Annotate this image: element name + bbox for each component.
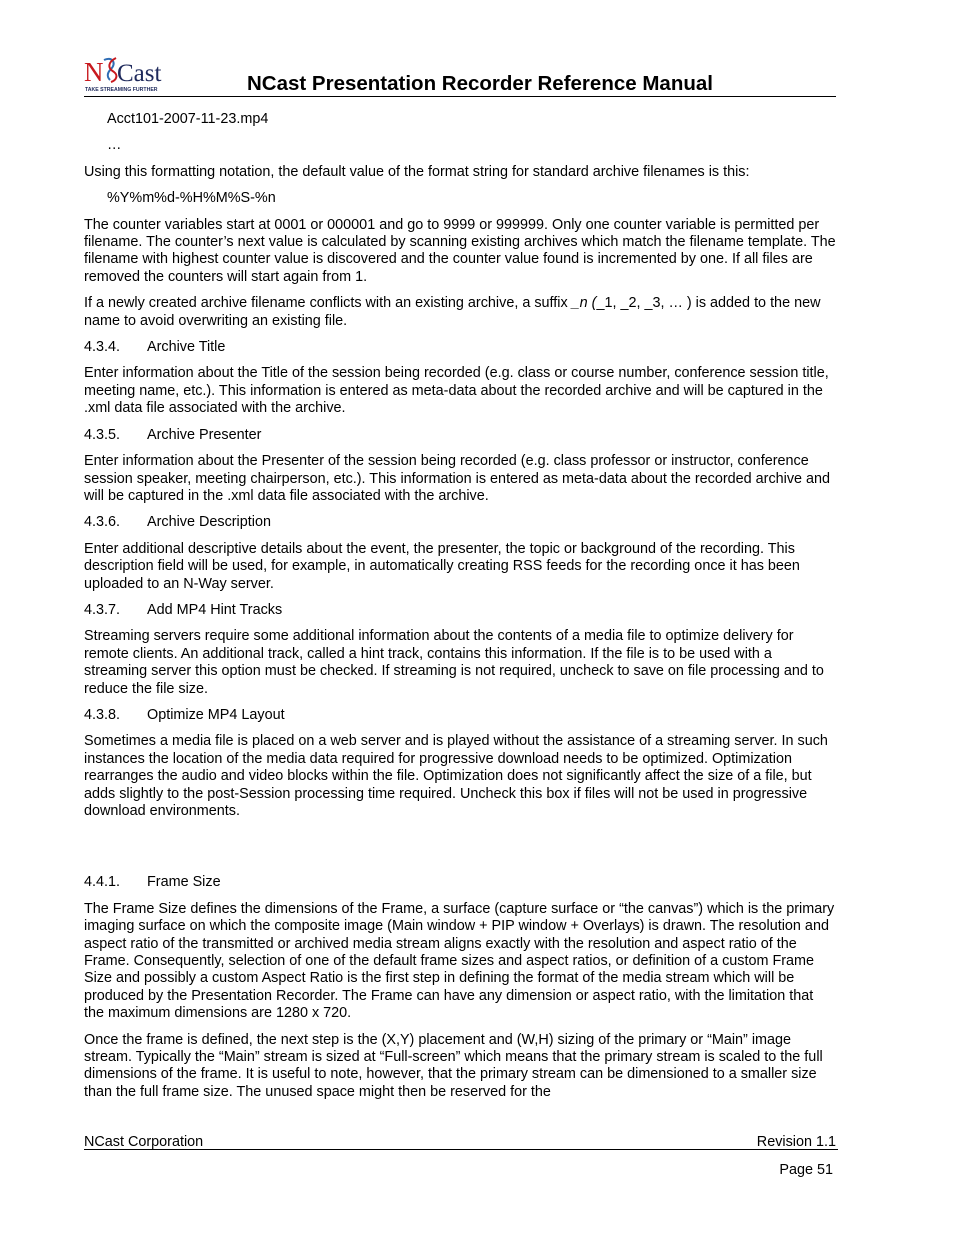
format-string: %Y%m%d-%H%M%S-%n (107, 190, 276, 207)
conflict-suffix: _n ( (571, 295, 597, 312)
section-spacer (84, 829, 836, 874)
section-body-continued: Once the frame is defined, the next step is the (X,Y) placement and (W,H) sizing of the primary or “Main” image stream. Typically the “Main” stream is sized at “Full-screen” which means that the primary stream is scaled to the full dimensions of the frame. It is useful to note, however, that the primary stream can be dimensioned to a smaller size than the full frame size. The unused space might then be reserved for the (84, 1031, 823, 1100)
section-heading (84, 707, 836, 724)
section-heading (84, 514, 836, 531)
section-heading (84, 427, 836, 444)
ncast-logo (84, 54, 176, 94)
section-heading (84, 339, 836, 356)
page-footer (84, 1133, 838, 1150)
section-body: The Frame Size defines the dimensions of the Frame, a surface (capture surface or “the canvas”) which is the primary imaging surface on which the composite image (Main window + PIP window + Overlays) is drawn. The resolution and aspect ratio of the transmitted or archived media stream aligns exactly with the resolution and aspect ratio of the Frame. Consequently, selection of one of the default frame sizes and aspect ratios, or definition of a custom Frame Size and possibly a custom Aspect Ratio is the first step in defining the format of the media stream which will be produced by the Presentation Recorder. The Frame can have any dimension or aspect ratio, with the limitation that the maximum dimensions are 1280 x 720. (84, 900, 835, 1022)
section-title: Add MP4 Hint Tracks (147, 601, 283, 618)
page-header (84, 54, 836, 97)
section-number: 4.3.5. (84, 426, 121, 443)
section-title: Optimize MP4 Layout (147, 706, 285, 723)
page-body (84, 111, 836, 1110)
footer-revision: Revision 1.1 (756, 1134, 836, 1150)
logo-tagline: TAKE STREAMING FURTHER (85, 87, 158, 93)
section-heading (84, 874, 836, 891)
format-intro-paragraph: Using this formatting notation, the default value of the format string for standard archive filenames is this: (84, 163, 750, 180)
section-number: 4.3.6. (84, 514, 121, 531)
conflict-text-a: If a newly created archive filename conflicts with an existing archive, a suffix (84, 295, 572, 312)
section-number: 4.4.1. (84, 874, 121, 891)
section-heading (84, 602, 836, 619)
section-title: Archive Title (147, 339, 226, 356)
section-number: 4.3.4. (84, 339, 121, 356)
logo-word: Cast (117, 60, 162, 87)
section-number: 4.3.7. (84, 601, 121, 618)
conflict-paragraph (84, 295, 836, 330)
section-body: Streaming servers require some additional information about the contents of a media file to optimize delivery for remote clients. An additional track, called a hint track, contains this information. If the file is to be used with a streaming server this option must be checked. If streaming is not required, uncheck to save on file processing and to reduce the file size. (84, 628, 824, 697)
section-title: Archive Description (147, 514, 271, 531)
section-body: Enter information about the Presenter of the session being recorded (e.g. class professor or instructor, conference session speaker, meeting chairperson, etc.). This information is entered as meta-data about the recorded archive and will be captured in the .xml data file associated with the archive. (84, 453, 831, 504)
document-title: NCast Presentation Recorder Reference Manual (247, 72, 713, 95)
section-body: Enter additional descriptive details about the event, the presenter, the topic or background of the recording. This description field will be used, for example, in automatically creating RSS feeds for the recording once it has been uploaded to an N-Way server. (84, 540, 800, 592)
section-body: Sometimes a media file is placed on a web server and is played without the assistance of a streaming server. In such instances the location of the media data required for progressive download needs to be optimized. Optimization rearranges the audio and video blocks within the file. Optimization does not significantly affect the size of a file, but adds slightly to the post-Session processing time required. Uncheck this box if files will not be used in progressive download environments. (84, 733, 828, 819)
example-ellipsis: … (107, 137, 122, 154)
example-filename: Acct101-2007-11-23.mp4 (107, 111, 269, 127)
counter-paragraph: The counter variables start at 0001 or 000001 and go to 9999 or 999999. Only one counter variable is permitted per filename. The counter’s next value is calculated by scanning existing archives which match the filename template. The filename with highest counter value is discovered and the counter value found is incremented by one. If all files are removed the counters will start again from 1. (84, 216, 836, 285)
footer-company: NCast Corporation (84, 1134, 204, 1150)
section-title: Frame Size (147, 874, 221, 891)
section-title: Archive Presenter (147, 426, 262, 443)
section-body: Enter information about the Title of the session being recorded (e.g. class or course number, conference session title, meeting name, etc.). This information is entered as meta-data about the recorded archive and will be captured in the .xml data file associated with the archive. (84, 365, 829, 417)
logo-letter-n: N (84, 57, 104, 87)
page-number: Page 51 (779, 1162, 833, 1178)
conflict-text-b: _1, _2, _3, … ) is added to the new name to avoid overwriting an existing file. (84, 295, 821, 329)
section-number: 4.3.8. (84, 706, 121, 723)
